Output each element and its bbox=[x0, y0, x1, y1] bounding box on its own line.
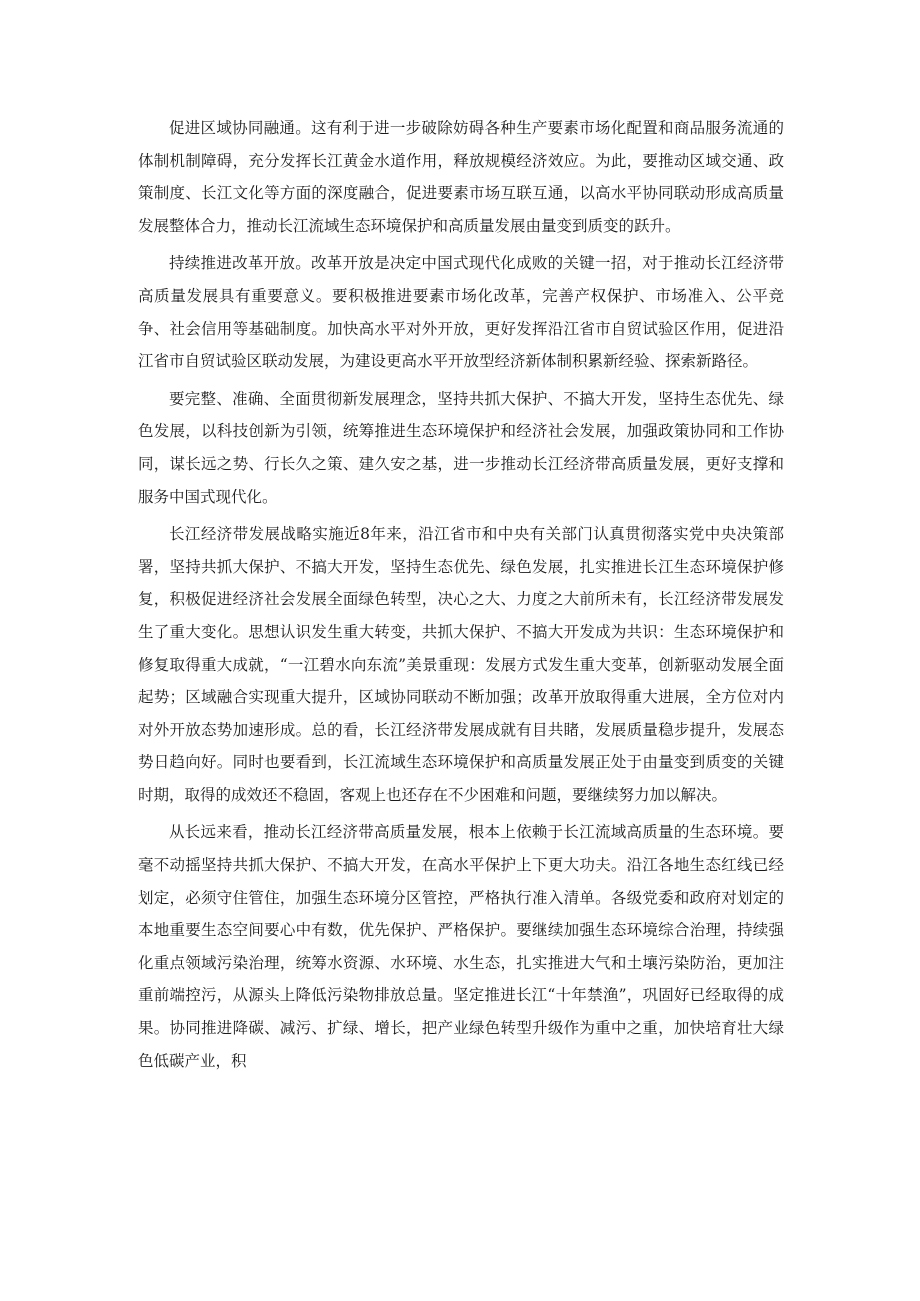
paragraph-new-development-concept: 要完整、准确、全面贯彻新发展理念，坚持共抓大保护、不搞大开发，坚持生态优先、绿色发展，以科技创新为引领，统筹推进生态环境保护和经济社会发展，加强政策协同和工作协同，谋长远之势、行长久之策、建久安之基，进一步推动长江经济带高质量发展，更好支撑和服务中国式现代化。 bbox=[138, 389, 784, 506]
paragraph-long-term-ecology: 从长远来看，推动长江经济带高质量发展，根本上依赖于长江流域高质量的生态环境。要毫不动摇坚持共抓大保护、不搞大开发，在高水平保护上下更大功夫。沿江各地生态红线已经划定，必须守住管住，加强生态环境分区管控，严格执行准入清单。各级党委和政府对划定的本地重要生态空间要心中有数，优先保护、严格保护。要继续加强生态环境综合治理，持续强化重点领域污染治理，统筹水资源、水环境、水生态，扎实推进大气和土壤污染防治，更加注重前端控污，从源头上降低污染物排放总量。坚定推进长江“十年禁渔”，巩固好已经取得的成果。协同推进降碳、减污、扩绿、增长，把产业绿色转型升级作为重中之重，加快培育壮大绿色低碳产业，积 bbox=[138, 823, 784, 1070]
paragraph-reform-opening: 持续推进改革开放。改革开放是决定中国式现代化成败的关键一招，对于推动长江经济带高质量发展具有重要意义。要积极推进要素市场化改革，完善产权保护、市场准入、公平竞争、社会信用等基础制度。加快高水平对外开放，更好发挥沿江省市自贸试验区作用，促进沿江省市自贸试验区联动发展，为建设更高水平开放型经济新体制积累新经验、探索新路径。 bbox=[138, 254, 784, 371]
paragraph-regional-integration: 促进区域协同融通。这有利于进一步破除妨碍各种生产要素市场化配置和商品服务流通的体制机制障碍，充分发挥长江黄金水道作用，释放规模经济效应。为此，要推动区域交通、政策制度、长江文化等方面的深度融合，促进要素市场互联互通，以高水平协同联动形成高质量发展整体合力，推动长江流域生态环境保护和高质量发展由量变到质变的跃升。 bbox=[138, 119, 784, 235]
document-body bbox=[138, 112, 784, 1082]
paragraph-eight-years-achievements: 长江经济带发展战略实施近8年来，沿江省市和中央有关部门认真贯彻落实党中央决策部署，坚持共抓大保护、不搞大开发，坚持生态优先、绿色发展，扎实推进长江生态环境保护修复，积极促进经济社会发展全面绿色转型，决心之大、力度之大前所未有，长江经济带发展发生了重大变化。思想认识发生重大转变，共抓大保护、不搞大开发成为共识：生态环境保护和修复取得重大成就，“一江碧水向东流”美景重现：发展方式发生重大变革，创新驱动发展全面起势；区域融合实现重大提升，区域协同联动不断加强；改革开放取得重大进展，全方位对内对外开放态势加速形成。总的看，长江经济带发展成就有目共睹，发展质量稳步提升，发展态势日趋向好。同时也要看到，长江流域生态环境保护和高质量发展正处于由量变到质变的关键时期，取得的成效还不稳固，客观上也还存在不少困难和问题，要继续努力加以解决。 bbox=[138, 525, 784, 804]
